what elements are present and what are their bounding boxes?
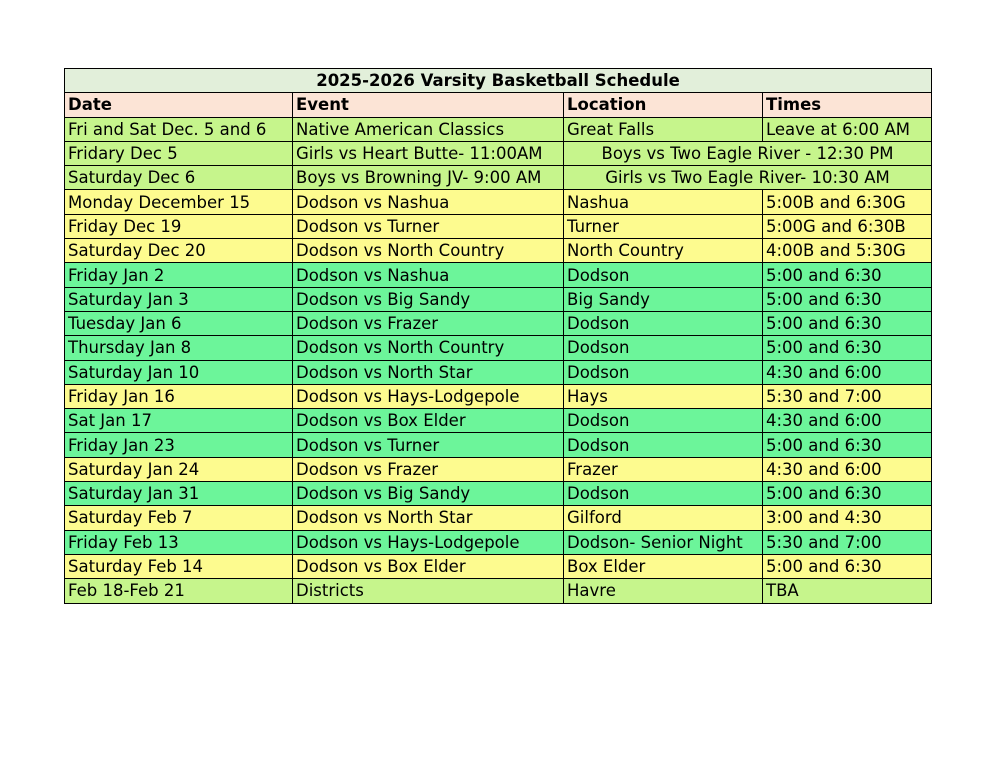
cell-location: Dodson [564,311,763,335]
cell-location: Dodson [564,263,763,287]
column-header-event: Event [293,93,564,117]
table-row [65,263,932,287]
cell-event: Dodson vs Turner [293,214,564,238]
cell-location: Dodson [564,433,763,457]
cell-location: Havre [564,579,763,603]
cell-location: Nashua [564,190,763,214]
table-row [65,214,932,238]
cell-date: Saturday Jan 31 [65,482,293,506]
table-row [65,554,932,578]
cell-date: Fridary Dec 5 [65,141,293,165]
cell-times: 5:00 and 6:30 [763,336,932,360]
table-row [65,287,932,311]
cell-times: 5:30 and 7:00 [763,384,932,408]
table-row [65,384,932,408]
table-row [65,482,932,506]
column-header-times: Times [763,93,932,117]
cell-times: 5:00 and 6:30 [763,287,932,311]
cell-event: Dodson vs Nashua [293,263,564,287]
cell-event: Districts [293,579,564,603]
cell-date: Friday Jan 16 [65,384,293,408]
cell-times: 5:00B and 6:30G [763,190,932,214]
table-row [65,506,932,530]
column-header-date: Date [65,93,293,117]
cell-date: Sat Jan 17 [65,409,293,433]
cell-event: Dodson vs Nashua [293,190,564,214]
cell-times: Leave at 6:00 AM [763,117,932,141]
cell-event: Dodson vs North Star [293,506,564,530]
table-row [65,360,932,384]
cell-date: Saturday Jan 10 [65,360,293,384]
cell-location: Dodson [564,482,763,506]
cell-date: Thursday Jan 8 [65,336,293,360]
schedule-table [64,68,932,604]
cell-date: Saturday Feb 14 [65,554,293,578]
cell-location-times-merged: Girls vs Two Eagle River- 10:30 AM [564,166,932,190]
cell-location: Gilford [564,506,763,530]
cell-date: Friday Dec 19 [65,214,293,238]
header-row [65,93,932,117]
cell-times: 5:30 and 7:00 [763,530,932,554]
cell-event: Native American Classics [293,117,564,141]
cell-times: 5:00 and 6:30 [763,554,932,578]
table-row [65,409,932,433]
cell-times: TBA [763,579,932,603]
cell-location: Big Sandy [564,287,763,311]
table-row [65,579,932,603]
cell-location: Box Elder [564,554,763,578]
cell-date: Friday Jan 23 [65,433,293,457]
cell-date: Saturday Jan 24 [65,457,293,481]
cell-location: Dodson [564,409,763,433]
cell-date: Saturday Feb 7 [65,506,293,530]
cell-event: Boys vs Browning JV- 9:00 AM [293,166,564,190]
cell-location: Great Falls [564,117,763,141]
cell-date: Saturday Dec 20 [65,239,293,263]
table-row [65,457,932,481]
cell-date: Monday December 15 [65,190,293,214]
table-row [65,433,932,457]
table-row [65,336,932,360]
table-row [65,141,932,165]
cell-date: Friday Jan 2 [65,263,293,287]
table-row [65,239,932,263]
cell-date: Saturday Dec 6 [65,166,293,190]
cell-date: Saturday Jan 3 [65,287,293,311]
table-row [65,166,932,190]
cell-date: Tuesday Jan 6 [65,311,293,335]
cell-event: Dodson vs Big Sandy [293,482,564,506]
column-header-location: Location [564,93,763,117]
cell-event: Dodson vs Box Elder [293,554,564,578]
table-row [65,190,932,214]
cell-times: 5:00 and 6:30 [763,482,932,506]
table-row [65,530,932,554]
cell-event: Dodson vs Big Sandy [293,287,564,311]
cell-times: 4:00B and 5:30G [763,239,932,263]
cell-times: 3:00 and 4:30 [763,506,932,530]
cell-location: Dodson- Senior Night [564,530,763,554]
cell-event: Dodson vs Frazer [293,311,564,335]
cell-location: North Country [564,239,763,263]
cell-event: Dodson vs Hays-Lodgepole [293,384,564,408]
cell-location: Frazer [564,457,763,481]
cell-event: Dodson vs Hays-Lodgepole [293,530,564,554]
cell-times: 5:00 and 6:30 [763,433,932,457]
cell-location: Hays [564,384,763,408]
cell-event: Dodson vs Frazer [293,457,564,481]
cell-event: Dodson vs North Star [293,360,564,384]
cell-event: Dodson vs Box Elder [293,409,564,433]
schedule-body [65,117,932,603]
cell-location: Dodson [564,360,763,384]
cell-times: 4:30 and 6:00 [763,457,932,481]
cell-event: Dodson vs Turner [293,433,564,457]
cell-times: 4:30 and 6:00 [763,360,932,384]
cell-location-times-merged: Boys vs Two Eagle River - 12:30 PM [564,141,932,165]
cell-event: Dodson vs North Country [293,239,564,263]
cell-times: 5:00 and 6:30 [763,311,932,335]
table-row [65,117,932,141]
table-row [65,311,932,335]
cell-times: 5:00 and 6:30 [763,263,932,287]
cell-location: Turner [564,214,763,238]
title-row [65,69,932,93]
cell-location: Dodson [564,336,763,360]
cell-times: 5:00G and 6:30B [763,214,932,238]
cell-date: Feb 18-Feb 21 [65,579,293,603]
schedule-title: 2025-2026 Varsity Basketball Schedule [65,69,932,93]
cell-date: Friday Feb 13 [65,530,293,554]
cell-date: Fri and Sat Dec. 5 and 6 [65,117,293,141]
cell-times: 4:30 and 6:00 [763,409,932,433]
cell-event: Girls vs Heart Butte- 11:00AM [293,141,564,165]
cell-event: Dodson vs North Country [293,336,564,360]
